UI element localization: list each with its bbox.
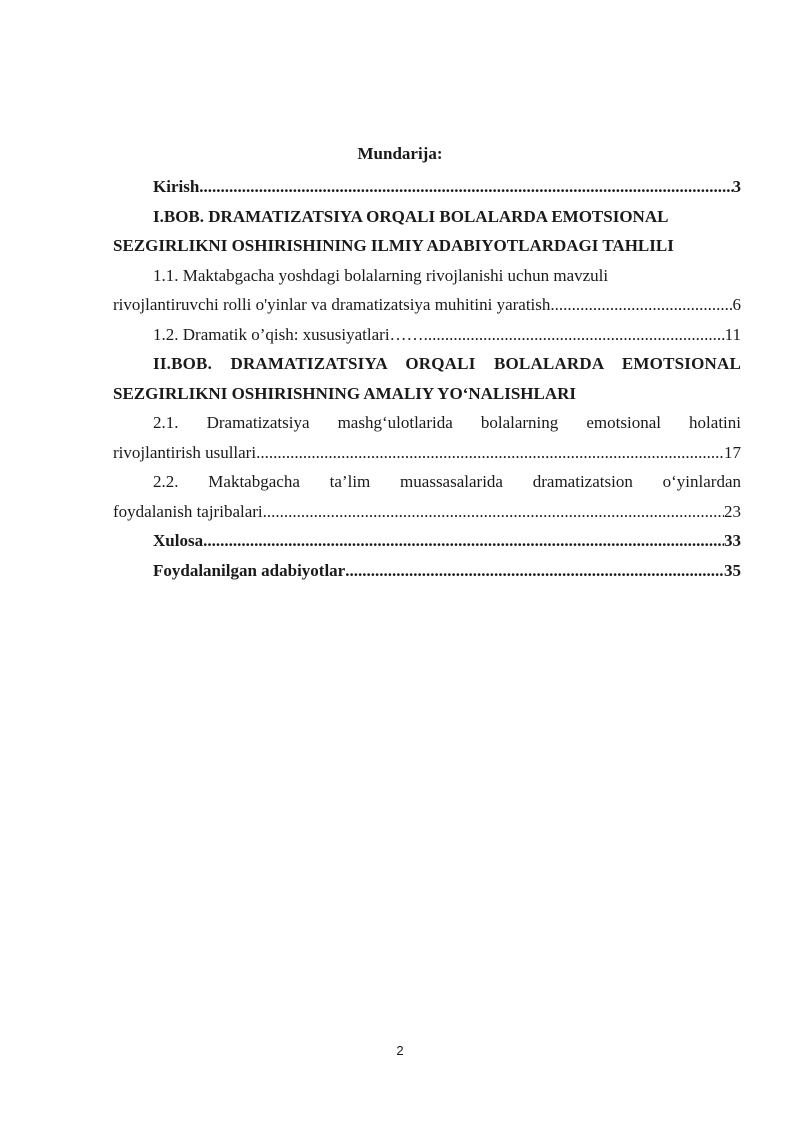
dot-leader <box>550 290 732 320</box>
toc-chapter-1-line2: SEZGIRLIKNI OSHIRISHINING ILMIY ADABIYOTLARDAGI TAHLILI <box>113 236 674 255</box>
toc-chapter-2[interactable] <box>113 349 741 408</box>
toc-chapter-2-line1: II.BOB. DRAMATIZATSIYA ORQALI BOLALARDA EMOTSIONAL <box>153 354 741 373</box>
toc-entry-label: rivojlantirish usullari <box>113 442 257 462</box>
dot-leader <box>199 172 732 202</box>
toc-entry-label: Xulosa <box>153 531 204 550</box>
toc-page-number: 33 <box>724 531 741 550</box>
dot-leader <box>345 556 724 586</box>
toc-section-2-1-line2 <box>113 438 741 468</box>
toc-section-1-1[interactable] <box>113 261 741 320</box>
page-title: Mundarija: <box>357 144 443 163</box>
toc-section-2-2[interactable] <box>113 467 741 526</box>
table-of-contents <box>113 172 741 585</box>
toc-page-number: 3 <box>732 177 741 196</box>
toc-section-2-1[interactable] <box>113 408 741 467</box>
toc-chapter-1-line1: I.BOB. DRAMATIZATSIYA ORQALI BOLALARDA EMOTSIONAL <box>153 206 669 226</box>
dot-leader <box>203 526 724 556</box>
toc-entry-label: rivojlantiruvchi rolli o'yinlar va dramatizatsiya muhitini yaratish <box>113 295 551 314</box>
toc-entry-kirish[interactable] <box>113 172 741 202</box>
toc-section-2-1-line1: 2.1. Dramatizatsiya mashg‘ulotlarida bolalarning emotsional holatini <box>153 413 741 432</box>
toc-section-2-2-line2 <box>113 497 741 527</box>
toc-section-1-1-line1: 1.1. Maktabgacha yoshdagi bolalarning rivojlanishi uchun mavzuli <box>153 265 609 285</box>
dot-leader <box>424 320 725 350</box>
toc-entry-label: foydalanish tajribalari <box>113 501 263 521</box>
toc-page-number: 23 <box>724 501 741 521</box>
toc-entry-label: Kirish <box>153 177 200 196</box>
toc-section-2-2-line1: 2.2. Maktabgacha ta’lim muassasalarida dramatizatsion o‘yinlardan <box>153 472 741 491</box>
toc-section-1-2[interactable] <box>113 320 741 350</box>
dot-leader <box>256 438 724 468</box>
toc-page-number: 35 <box>724 560 741 580</box>
toc-entry-label: Foydalanilgan adabiyotlar <box>153 560 346 580</box>
toc-page-number: 11 <box>724 324 741 344</box>
toc-section-1-1-line2 <box>113 290 741 320</box>
toc-entry-label: 1.2. Dramatik o’qish: xususiyatlari…… <box>153 324 424 344</box>
toc-chapter-2-line2: SEZGIRLIKNI OSHIRISHNING AMALIY YO‘NALISHLARI <box>113 383 577 403</box>
toc-entry-xulosa[interactable] <box>113 526 741 556</box>
page-number: 2 <box>396 1043 404 1058</box>
toc-page-number: 6 <box>732 295 741 314</box>
toc-entry-adabiyotlar[interactable] <box>113 556 741 586</box>
dot-leader <box>263 497 724 527</box>
toc-chapter-1[interactable] <box>113 202 741 261</box>
toc-page-number: 17 <box>724 442 741 462</box>
